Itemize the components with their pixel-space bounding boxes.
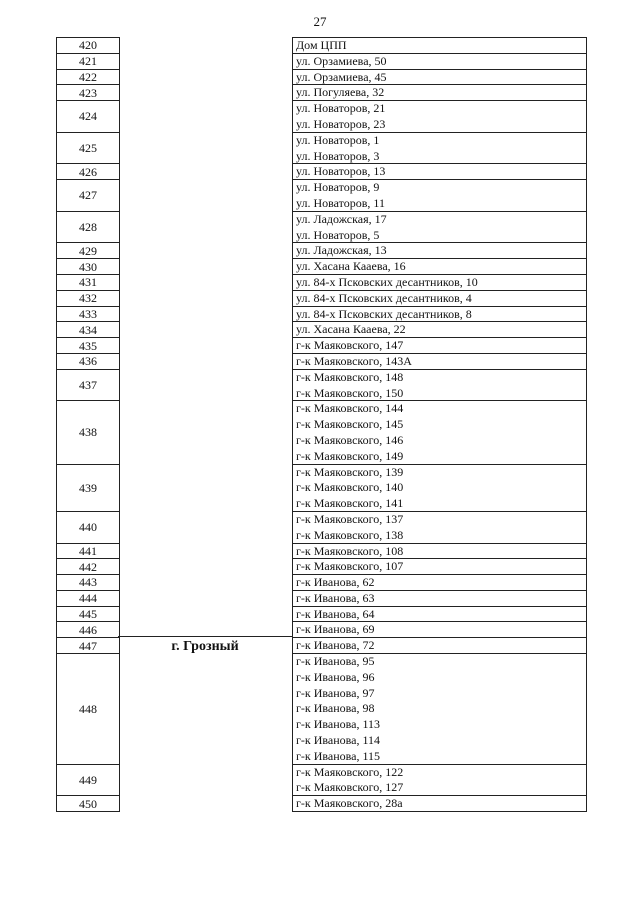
address-line: г-к Маяковского, 138 (296, 527, 404, 542)
address-line: г-к Маяковского, 137 (296, 511, 404, 526)
row-number-cell: 435 (57, 338, 119, 354)
row-number-cell: 448 (57, 654, 119, 765)
row-number-cell: 421 (57, 54, 119, 70)
address-cell (293, 338, 586, 354)
address-line: г-к Маяковского, 145 (296, 417, 404, 432)
row-number-cell: 442 (57, 559, 119, 575)
row-number-cell: 433 (57, 307, 119, 323)
address-line: г-к Иванова, 115 (296, 748, 381, 763)
row-number-cell: 428 (57, 212, 119, 244)
address-line: г-к Маяковского, 139 (296, 464, 404, 479)
address-line: ул. Новаторов, 3 (296, 148, 380, 163)
address-line: ул. Погуляева, 32 (296, 85, 385, 100)
address-cell (293, 54, 586, 70)
row-number-cell: 444 (57, 591, 119, 607)
number-column (56, 37, 120, 812)
address-line: ул. Хасана Кааева, 16 (296, 259, 406, 274)
address-line: ул. Новаторов, 13 (296, 164, 386, 179)
address-line: г-к Иванова, 62 (296, 575, 375, 590)
address-line: ул. Новаторов, 11 (296, 195, 385, 210)
row-number-cell: 439 (57, 465, 119, 512)
address-line: г-к Иванова, 114 (296, 733, 381, 748)
address-cell (293, 243, 586, 259)
address-line: г-к Иванова, 113 (296, 717, 381, 732)
address-line: г-к Иванова, 96 (296, 669, 375, 684)
row-number-cell: 440 (57, 512, 119, 544)
address-cell (293, 291, 586, 307)
address-line: г-к Маяковского, 122 (296, 764, 404, 779)
row-number-cell: 450 (57, 796, 119, 812)
address-cell (293, 575, 586, 591)
address-line: ул. Ладожская, 17 (296, 211, 387, 226)
page-number: 27 (313, 14, 327, 29)
row-number-cell: 432 (57, 291, 119, 307)
address-line: ул. Новаторов, 9 (296, 180, 380, 195)
address-cell (293, 70, 586, 86)
address-line: ул. Новаторов, 5 (296, 227, 380, 242)
address-line: г-к Маяковского, 150 (296, 385, 404, 400)
city-label: г. Грозный (171, 639, 239, 654)
address-cell (293, 544, 586, 560)
address-cell (293, 38, 586, 54)
address-line: г-к Маяковского, 148 (296, 369, 404, 384)
address-line: г-к Маяковского, 107 (296, 559, 404, 574)
address-line: г-к Маяковского, 146 (296, 432, 404, 447)
row-number-cell: 430 (57, 259, 119, 275)
address-line: г-к Иванова, 95 (296, 654, 375, 669)
row-number-cell: 427 (57, 180, 119, 212)
address-line: г-к Иванова, 72 (296, 638, 375, 653)
row-number-cell: 446 (57, 622, 119, 638)
address-line: ул. 84-х Псковских десантников, 8 (296, 306, 472, 321)
row-number-cell: 426 (57, 164, 119, 180)
address-line: ул. 84-х Псковских десантников, 4 (296, 290, 472, 305)
row-number-cell: 425 (57, 133, 119, 165)
address-cell (293, 796, 586, 812)
address-line: Дом ЦПП (296, 38, 347, 52)
address-line: г-к Маяковского, 141 (296, 496, 404, 511)
address-cell (293, 259, 586, 275)
address-cell (293, 559, 586, 575)
address-cell (293, 370, 586, 402)
address-line: г-к Иванова, 98 (296, 701, 375, 716)
row-number-cell: 438 (57, 401, 119, 464)
address-line: ул. Новаторов, 21 (296, 101, 386, 116)
address-line: ул. Орзамиева, 50 (296, 53, 387, 68)
address-cell (293, 101, 586, 133)
row-number-cell: 424 (57, 101, 119, 133)
address-cell (293, 622, 586, 638)
row-number-cell: 445 (57, 607, 119, 623)
row-number-cell: 420 (57, 38, 119, 54)
address-cell (293, 133, 586, 165)
address-line: г-к Иванова, 63 (296, 590, 375, 605)
address-line: г-к Маяковского, 108 (296, 543, 404, 558)
address-line: ул. 84-х Псковских десантников, 10 (296, 274, 478, 289)
row-number-cell: 434 (57, 322, 119, 338)
address-cell (293, 401, 586, 464)
address-cell (293, 591, 586, 607)
address-line: ул. Орзамиева, 45 (296, 69, 387, 84)
row-number-cell: 441 (57, 544, 119, 560)
address-line: г-к Маяковского, 28а (296, 796, 403, 811)
address-cell (293, 354, 586, 370)
address-line: г-к Маяковского, 144 (296, 401, 404, 416)
row-number-cell: 422 (57, 70, 119, 86)
row-number-cell: 437 (57, 370, 119, 402)
address-cell (293, 275, 586, 291)
address-cell (293, 307, 586, 323)
address-column (292, 37, 587, 812)
row-number-cell: 443 (57, 575, 119, 591)
address-line: г-к Маяковского, 140 (296, 480, 404, 495)
address-line: г-к Иванова, 64 (296, 606, 375, 621)
address-cell (293, 85, 586, 101)
address-cell (293, 212, 586, 244)
row-number-cell: 449 (57, 765, 119, 797)
address-line: г-к Маяковского, 143А (296, 353, 412, 368)
row-number-cell: 431 (57, 275, 119, 291)
row-number-cell: 447 (57, 638, 119, 654)
address-line: ул. Новаторов, 1 (296, 132, 380, 147)
address-cell (293, 512, 586, 544)
address-cell (293, 654, 586, 765)
row-number-cell: 423 (57, 85, 119, 101)
address-cell (293, 607, 586, 623)
address-line: г-к Маяковского, 149 (296, 448, 404, 463)
address-line: г-к Маяковского, 147 (296, 338, 404, 353)
city-divider-line (118, 636, 292, 637)
address-cell (293, 180, 586, 212)
address-cell (293, 765, 586, 797)
address-line: ул. Хасана Кааева, 22 (296, 322, 406, 337)
address-line: г-к Иванова, 97 (296, 685, 375, 700)
address-line: ул. Новаторов, 23 (296, 116, 386, 131)
row-number-cell: 436 (57, 354, 119, 370)
address-cell (293, 322, 586, 338)
address-cell (293, 638, 586, 654)
address-line: г-к Маяковского, 127 (296, 780, 404, 795)
address-line: ул. Ладожская, 13 (296, 243, 387, 258)
address-line: г-к Иванова, 69 (296, 622, 375, 637)
address-cell (293, 164, 586, 180)
row-number-cell: 429 (57, 243, 119, 259)
address-cell (293, 465, 586, 512)
